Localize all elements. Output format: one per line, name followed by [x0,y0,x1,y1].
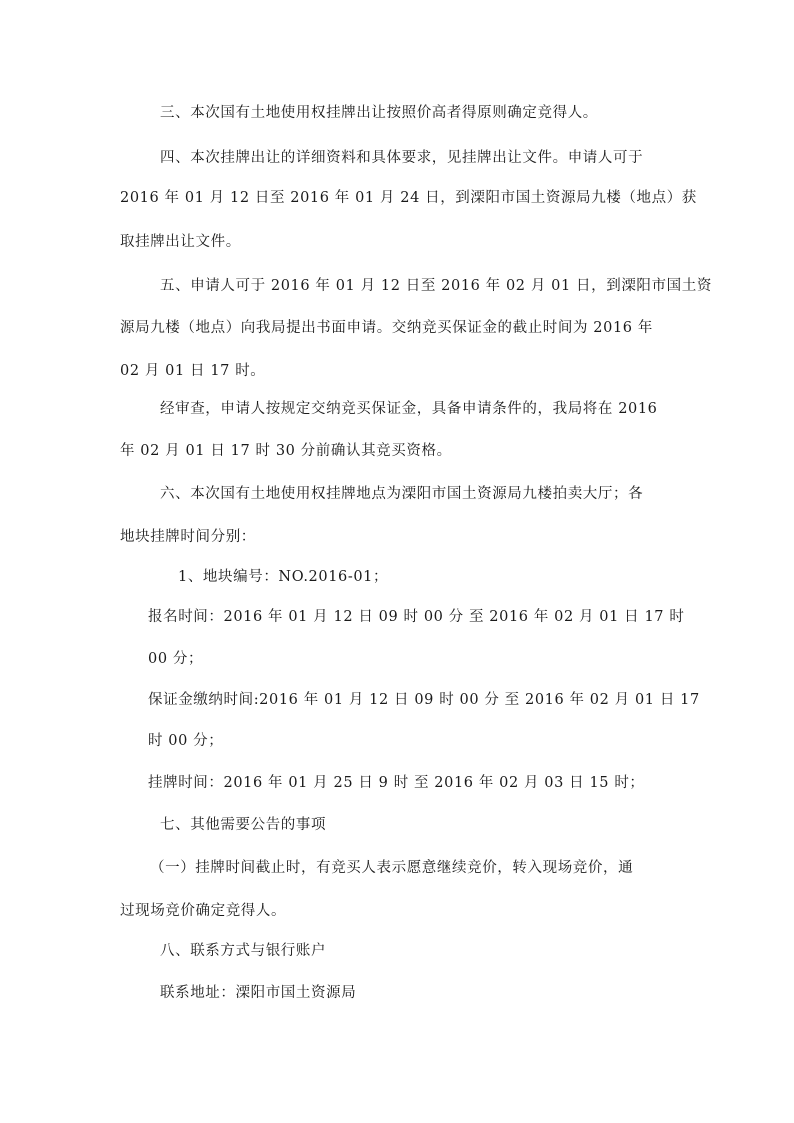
paragraph-line: 2016 年 01 月 12 日至 2016 年 01 月 24 日，到溧阳市国土资源局九楼（地点）获 [120,190,697,206]
paragraph-line: 00 分； [148,651,204,667]
paragraph-line: 七、其他需要公告的事项 [160,817,327,833]
paragraph-line: 五、申请人可于 2016 年 01 月 12 日至 2016 年 02 月 01 日，到溧阳市国土资 [160,278,712,294]
paragraph-line: 四、本次挂牌出让的详细资料和具体要求，见挂牌出让文件。申请人可于 [160,150,644,166]
paragraph-line: 时 00 分； [148,733,224,749]
paragraph-line: 过现场竞价确定竞得人。 [120,903,287,919]
paragraph-line: 报名时间：2016 年 01 月 12 日 09 时 00 分 至 2016 年 02 月 01 日 17 时 [148,609,685,625]
paragraph-line: 三、本次国有土地使用权挂牌出让按照价高者得原则确定竞得人。 [160,105,598,121]
paragraph-line: 源局九楼（地点）向我局提出书面申请。交纳竞买保证金的截止时间为 2016 年 [120,320,653,336]
paragraph-line: 1、地块编号：NO.2016-01； [178,569,389,585]
paragraph-line: （一）挂牌时间截止时，有竞买人表示愿意继续竞价，转入现场竞价，通 [150,860,634,876]
paragraph-line: 六、本次国有土地使用权挂牌地点为溧阳市国土资源局九楼拍卖大厅；各 [160,486,644,502]
paragraph-line: 02 月 01 日 17 时。 [120,363,266,379]
paragraph-line: 挂牌时间：2016 年 01 月 25 日 9 时 至 2016 年 02 月 03 日 15 时； [148,775,645,791]
paragraph-line: 经审查，申请人按规定交纳竞买保证金，具备申请条件的，我局将在 2016 [160,401,658,417]
paragraph-line: 八、联系方式与银行账户 [160,943,327,959]
paragraph-line: 保证金缴纳时间:2016 年 01 月 12 日 09 时 00 分 至 2016 年 02 月 01 日 17 [148,692,700,708]
paragraph-line: 取挂牌出让文件。 [120,234,241,250]
paragraph-line: 年 02 月 01 日 17 时 30 分前确认其竞买资格。 [120,443,452,459]
paragraph-line: 地块挂牌时间分别： [120,529,256,545]
paragraph-line: 联系地址：溧阳市国土资源局 [160,985,357,1001]
